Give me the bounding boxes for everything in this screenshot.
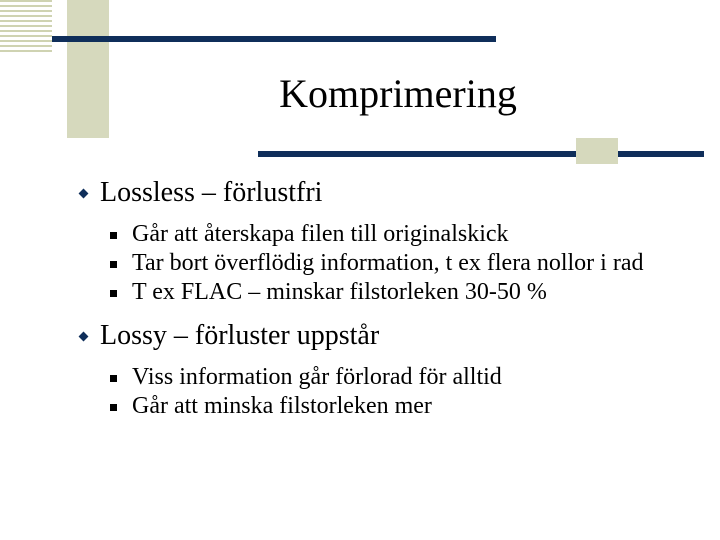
list-item [110, 392, 696, 421]
section-heading [76, 176, 696, 210]
sub-bullet-list [76, 220, 696, 307]
list-item [110, 278, 696, 307]
decorative-accent-box [576, 138, 618, 164]
square-bullet-icon [110, 232, 117, 239]
section-heading-text: Lossy – förluster uppstår [100, 320, 380, 351]
section-heading-text: Lossless – förlustfri [100, 177, 323, 208]
square-bullet-icon [110, 290, 117, 297]
slide-content [76, 176, 696, 433]
title-rule-bottom [258, 151, 704, 157]
list-item [110, 220, 696, 249]
square-bullet-icon [110, 404, 117, 411]
square-bullet-icon [110, 261, 117, 268]
decorative-stripes [0, 0, 52, 52]
diamond-bullet-icon [79, 189, 89, 199]
section-lossless [76, 176, 696, 307]
list-item [110, 249, 696, 278]
section-lossy [76, 319, 696, 421]
diamond-bullet-icon [79, 332, 89, 342]
list-item-text: T ex FLAC – minskar filstorleken 30-50 % [132, 279, 547, 305]
section-heading [76, 319, 696, 353]
list-item-text: Viss information går förlorad för alltid [132, 364, 502, 390]
list-item-text: Går att minska filstorleken mer [132, 393, 432, 419]
title-rule-top [52, 36, 496, 42]
decorative-title-box [67, 0, 109, 138]
slide-title: Komprimering [279, 71, 517, 116]
list-item [110, 363, 696, 392]
list-item-text: Går att återskapa filen till originalskick [132, 221, 509, 247]
list-item-text: Tar bort överflödig information, t ex flera nollor i rad [132, 250, 644, 276]
sub-bullet-list [76, 363, 696, 421]
square-bullet-icon [110, 375, 117, 382]
